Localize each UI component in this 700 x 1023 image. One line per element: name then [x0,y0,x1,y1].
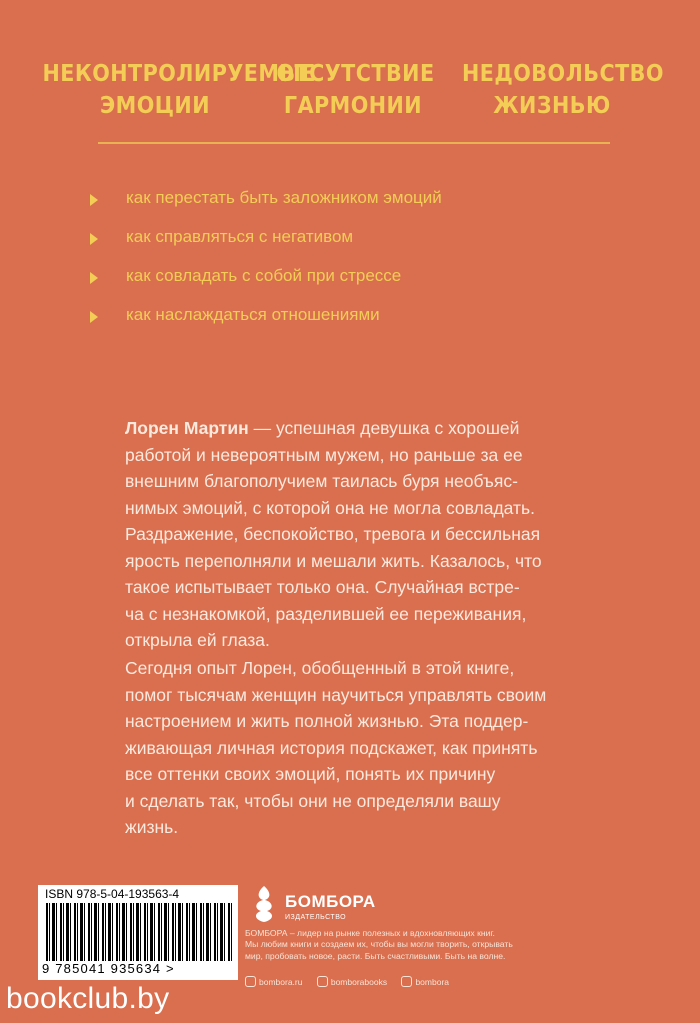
paragraph-line [125,415,645,442]
publisher-description [245,928,575,962]
triangle-bullet-icon [90,233,98,245]
paragraph-line: ярость переполняли и мешали жить. Казалось, что [125,550,542,571]
paragraph-line: работой и невероятным мужем, но раньше за ее [125,444,523,465]
paragraph-line: помог тысячам женщин научиться управлять своим [125,684,547,705]
social-link-label: bomborabooks [330,977,388,987]
social-link-bombora[interactable] [401,976,449,987]
bullet-text: как перестать быть заложником эмоций [126,188,442,207]
heading-line: ЭМОЦИИ [100,93,210,119]
publisher-description-line: БОМБОРА – лидер на рынке полезных и вдохновляющих книг. [245,928,495,938]
author-paragraph [125,415,645,654]
publisher-name: БОМБОРА [285,892,376,911]
paragraph-line: ча с незнакомкой, разделившей ее переживания, [125,603,527,624]
paragraph-line: нимых эмоций, с которой она не могла совладать. [125,497,536,518]
isbn-barcode [38,885,238,980]
heading-uncontrolled-emotions [42,58,316,122]
bombora-logo-icon [247,884,281,924]
heading-life-dissatisfaction [462,58,664,122]
bullet-text: как наслаждаться отношениями [126,305,380,324]
heading-line: ОТСУТСТВИЕ [276,61,435,87]
paragraph-line: жизнь. [125,817,179,837]
social-link-site[interactable] [245,976,302,987]
heading-line: НЕДОВОЛЬСТВО [462,61,664,87]
paragraph-line: открыла ей глаза. [125,630,270,650]
heading-line: ЖИЗНЬЮ [493,93,611,119]
publisher-block [245,884,575,994]
heading-lack-of-harmony [276,58,435,122]
triangle-bullet-icon [90,272,98,284]
paragraph-line: и сделать так, чтобы они не определяли вашу [125,790,501,811]
barcode-digits: 9 785041 935634 > [42,961,175,976]
author-name: Лорен Мартин [125,418,249,438]
social-link-label: bombora.ru [259,977,303,987]
publisher-description-line: мир, пробовать новое, расти. Быть счастливыми. Быть на волне. [245,950,506,961]
social-link-label: bombora [415,977,450,987]
bullet-text: как справляться с негативом [126,227,354,246]
triangle-bullet-icon [90,311,98,323]
social-network-icon [317,976,328,987]
heading-line: НЕКОНТРОЛИРУЕМЫЕ [42,61,316,87]
paragraph-line: живающая личная история подскажет, как принять [125,737,538,758]
globe-icon [245,976,256,987]
barcode-bars [46,903,232,961]
publisher-description-line: Мы любим книги и создаем их, чтобы вы могли творить, открывать [245,939,513,950]
paragraph-line: настроением и жить полной жизнью. Эта поддер- [125,711,529,731]
site-watermark: bookclub.by [6,982,170,1015]
divider-line [98,142,610,144]
paragraph-line: внешним благополучием таилась буря необъяс- [125,471,518,491]
triangle-bullet-icon [90,194,98,206]
social-link-books[interactable] [317,976,387,987]
bullet-text: как совладать с собой при стрессе [126,266,402,285]
book-summary-paragraph [125,655,645,841]
paragraph-line-text: — успешная девушка с хорошей [248,418,520,438]
heading-line: ГАРМОНИИ [283,93,423,119]
paragraph-line: такое испытывает только она. Случайная встре- [125,577,520,597]
publisher-subtitle: ИЗДАТЕЛЬСТВО [285,914,347,921]
isbn-number: ISBN 978-5-04-193563-4 [45,887,180,901]
social-links [245,976,461,987]
social-network-icon [401,976,412,987]
paragraph-line: Раздражение, беспокойство, тревога и бессильная [125,524,541,544]
paragraph-line: Сегодня опыт Лорен, обобщенный в этой книге, [125,658,515,678]
paragraph-line: все оттенки своих эмоций, понять их причину [125,764,496,784]
